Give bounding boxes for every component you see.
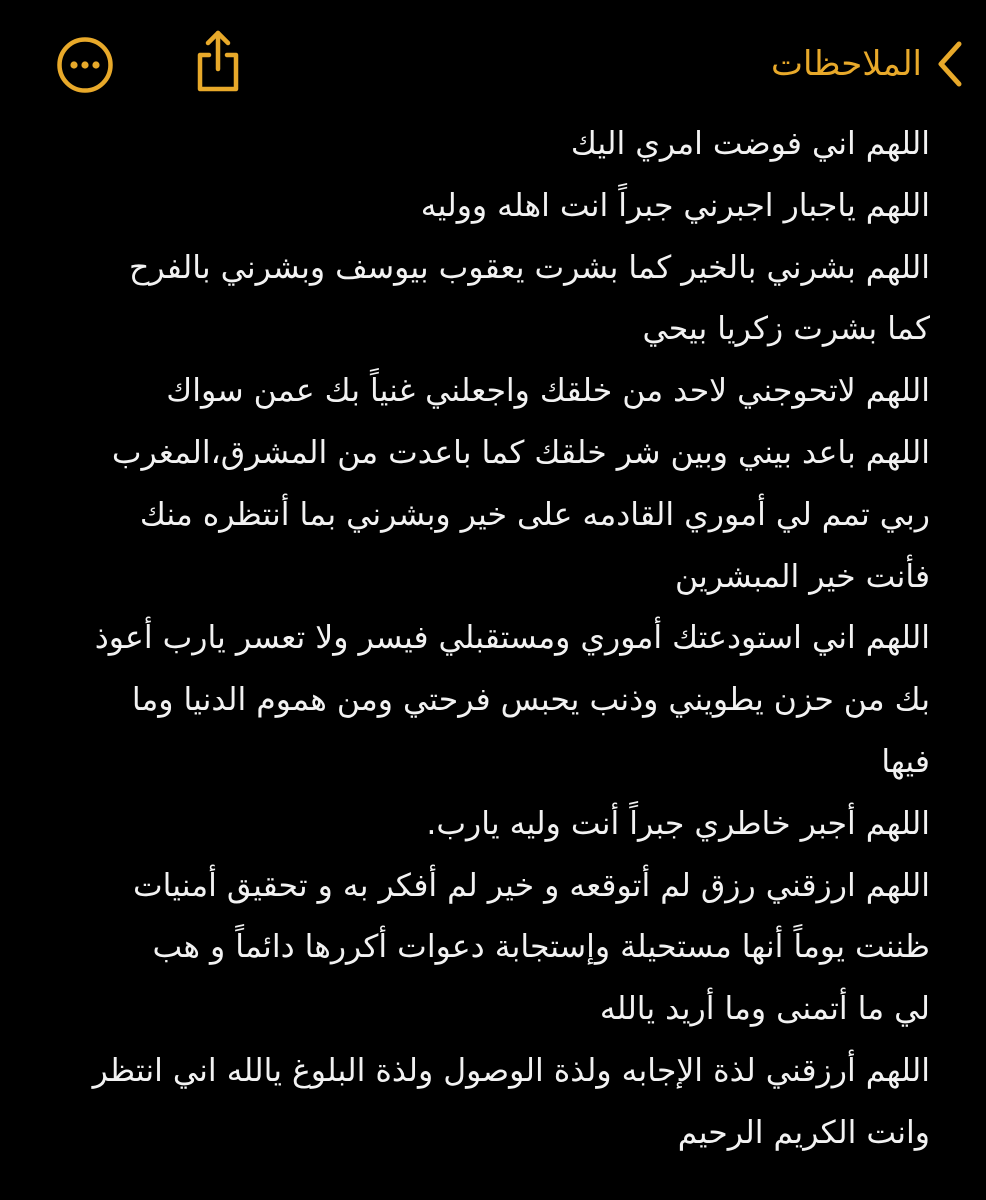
note-line: فيها [881,743,930,780]
note-line: اللهم ياجبار اجبرني جبراً انت اهله ووليه [420,187,930,224]
note-body-text[interactable] [64,114,930,1165]
note-line: لي ما أتمنى وما أريد يالله [599,991,930,1028]
back-button[interactable] [771,34,972,94]
note-line: اللهم ارزقني رزق لم أتوقعه و خير لم أفكر به و تحقيق أمنيات [132,867,930,904]
note-line: اللهم باعد بيني وبين شر خلقك كما باعدت من المشرق،المغرب [111,434,930,471]
note-line: اللهم لاتحوجني لاحد من خلقك واجعلني غنياً بك عمن سواك [166,373,930,410]
note-line: وانت الكريم الرحيم [677,1114,930,1151]
chevron-left-icon [928,36,972,92]
note-line: ظننت يوماً أنها مستحيلة وإستجابة دعوات أكررها دائماً و هب [152,929,930,966]
navigation-bar [0,0,986,120]
share-icon [190,27,246,97]
note-line: ربي تمم لي أموري القادمه على خير وبشرني بما أنتظره منك [139,496,930,533]
note-line: اللهم اني استودعتك أموري ومستقبلي فيسر ولا تعسر يارب أعوذ [94,620,930,657]
note-line: اللهم بشرني بالخير كما بشرت يعقوب بيوسف وبشرني بالفرح [129,249,930,286]
ellipsis-circle-icon [55,35,115,99]
more-options-button[interactable] [54,36,116,98]
note-line: فأنت خير المبشرين [674,558,930,595]
note-line: كما بشرت زكريا بيحي [642,311,930,348]
note-line: بك من حزن يطويني وذنب يحبس فرحتي ومن هموم الدنيا وما [131,682,930,719]
note-line: اللهم أجبر خاطري جبراً أنت وليه يارب. [426,805,930,842]
note-line: اللهم أرزقني لذة الإجابه ولذة الوصول ولذة البلوغ يالله اني انتظر [92,1052,930,1089]
note-line: اللهم اني فوضت امري اليك [570,126,930,162]
share-button[interactable] [186,26,250,98]
back-label: الملاحظات [770,44,922,84]
